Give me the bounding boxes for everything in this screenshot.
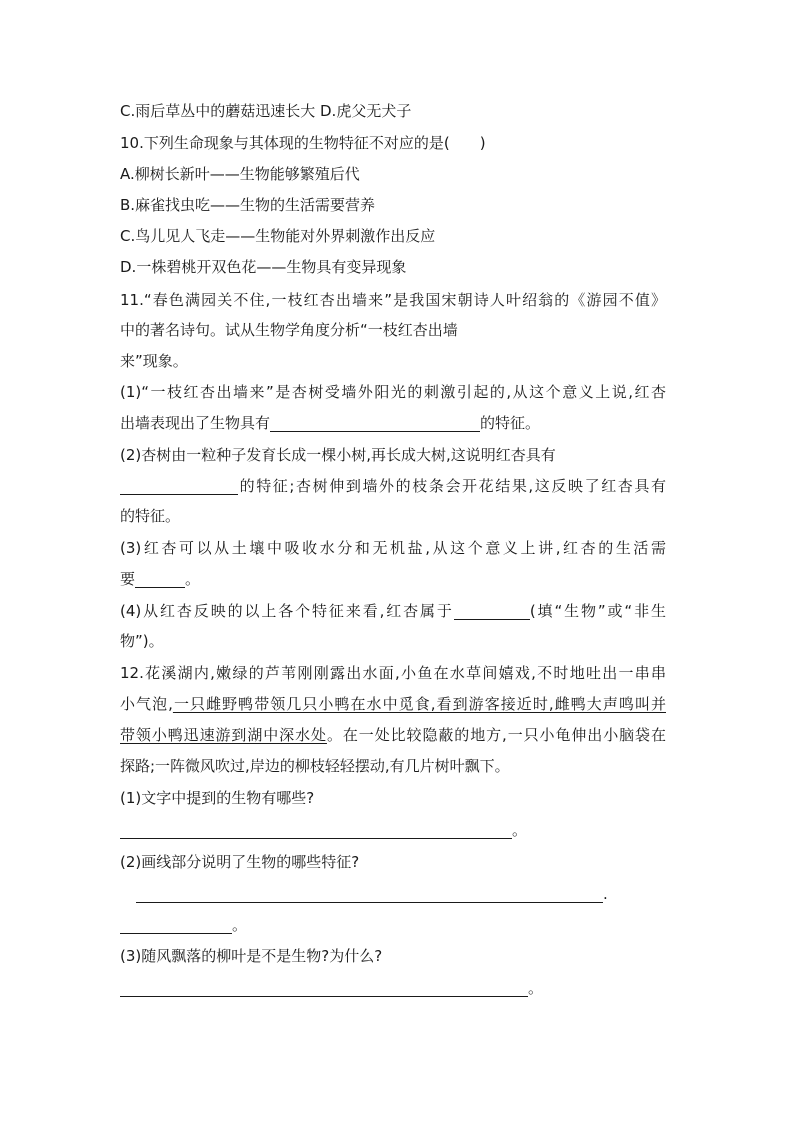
q11-part2-line-2 <box>120 476 666 496</box>
q12-sub3-answer-blank <box>120 980 528 997</box>
q11-part4-answer-blank <box>454 603 530 620</box>
q11-part1-text-after: 的特征。 <box>480 414 541 432</box>
q12-sub2-end-mark-1: . <box>603 885 608 903</box>
q10-option-b: B.麻雀找虫吃——生物的生活需要营养 <box>120 196 376 214</box>
q11-part1-line-2 <box>120 413 540 433</box>
q12-sub3-end-mark: 。 <box>528 979 544 997</box>
q12-passage-line-1: 12.花溪湖内,嫩绿的芦苇刚刚露出水面,小鱼在水草间嬉戏,不时地吐出一串串 <box>120 664 666 682</box>
q10-stem: 10.下列生命现象与其体现的生物特征不对应的是( ) <box>120 134 486 152</box>
q12-sub2-end-mark-2: 。 <box>232 916 248 934</box>
q12-sub2-answer-blank-1 <box>136 886 603 903</box>
q10-option-a: A.柳树长新叶——生物能够繁殖后代 <box>120 165 360 183</box>
q11-part3-text-before: 要 <box>120 570 136 588</box>
q11-part2-answer-blank <box>120 478 238 495</box>
q12-passage-line-3 <box>120 725 666 745</box>
q12-passage-line-4: 探路;一阵微风吹过,岸边的柳枝轻轻摆动,有几片树叶飘下。 <box>120 757 510 775</box>
q12-underlined-passage-1: 一只雌野鸭带领几只小鸭在水中觅食,看到游客接近时,雌鸭大声鸣叫并 <box>172 695 666 713</box>
q12-underlined-passage-2: 带领小鸭迅速游到湖中深水处 <box>120 726 327 744</box>
q12-sub2-answer-line-1 <box>136 884 608 904</box>
q12-sub3-question: (3)随风飘落的柳叶是不是生物?为什么? <box>120 947 383 965</box>
q11-part1-answer-blank <box>270 415 480 432</box>
q10-option-d: D.一株碧桃开双色花——生物具有变异现象 <box>120 258 407 276</box>
q10-option-c: C.鸟儿见人飞走——生物能对外界刺激作出反应 <box>120 227 436 245</box>
q11-part1-line-1: (1)“一枝红杏出墙来”是杏树受墙外阳光的刺激引起的,从这个意义上说,红杏 <box>120 383 666 401</box>
q11-part4-text-after: (填“生物”或“非生 <box>529 602 666 620</box>
q11-part4-line-2: 物”)。 <box>120 632 164 650</box>
q11-part4-line-1 <box>120 601 666 621</box>
q11-stem-line-1: 11.“春色满园关不住,一枝红杏出墙来”是我国宋朝诗人叶绍翁的《游园不值》 <box>120 291 666 309</box>
q12-sub1-question: (1)文字中提到的生物有哪些? <box>120 789 315 807</box>
q12-sub1-end-mark: 。 <box>512 821 528 839</box>
q12-sub2-question: (2)画线部分说明了生物的哪些特征? <box>120 853 360 871</box>
q11-part2-line-1: (2)杏树由一粒种子发育长成一棵小树,再长成大树,这说明红杏具有 <box>120 446 556 464</box>
q11-part3-text-after: 。 <box>185 570 201 588</box>
q12-sub1-answer-blank <box>120 822 512 839</box>
q12-passage-line-3-plain: 。在一处比较隐蔽的地方,一只小龟伸出小脑袋在 <box>326 726 666 744</box>
q11-part3-line-2 <box>120 569 200 589</box>
q11-part3-line-1: (3)红杏可以从土壤中吸收水分和无机盐,从这个意义上讲,红杏的生活需 <box>120 539 666 557</box>
q11-part4-text-before: (4)从红杏反映的以上各个特征来看,红杏属于 <box>120 602 454 620</box>
q11-part1-text-before: 出墙表现出了生物具有 <box>120 414 271 432</box>
q11-part2-text-after: 的特征;杏树伸到墙外的枝条会开花结果,这反映了红杏具有 <box>238 477 666 495</box>
q12-passage-line-2-plain: 小气泡, <box>120 695 173 713</box>
q12-sub3-answer-line <box>120 978 543 998</box>
q12-sub2-answer-blank-2 <box>120 917 232 934</box>
q12-sub1-answer-line <box>120 820 527 840</box>
q12-passage-line-2 <box>120 694 666 714</box>
q11-part3-answer-blank <box>135 571 185 588</box>
q11-part2-line-3: 的特征。 <box>120 507 181 525</box>
q11-stem-line-2: 中的著名诗句。试从生物学角度分析“一枝红杏出墙 <box>120 321 458 339</box>
q11-stem-line-3: 来”现象。 <box>120 352 188 370</box>
q9-options-cd: C.雨后草丛中的蘑菇迅速长大 D.虎父无犬子 <box>120 102 412 120</box>
q12-sub2-answer-line-2 <box>120 915 247 935</box>
